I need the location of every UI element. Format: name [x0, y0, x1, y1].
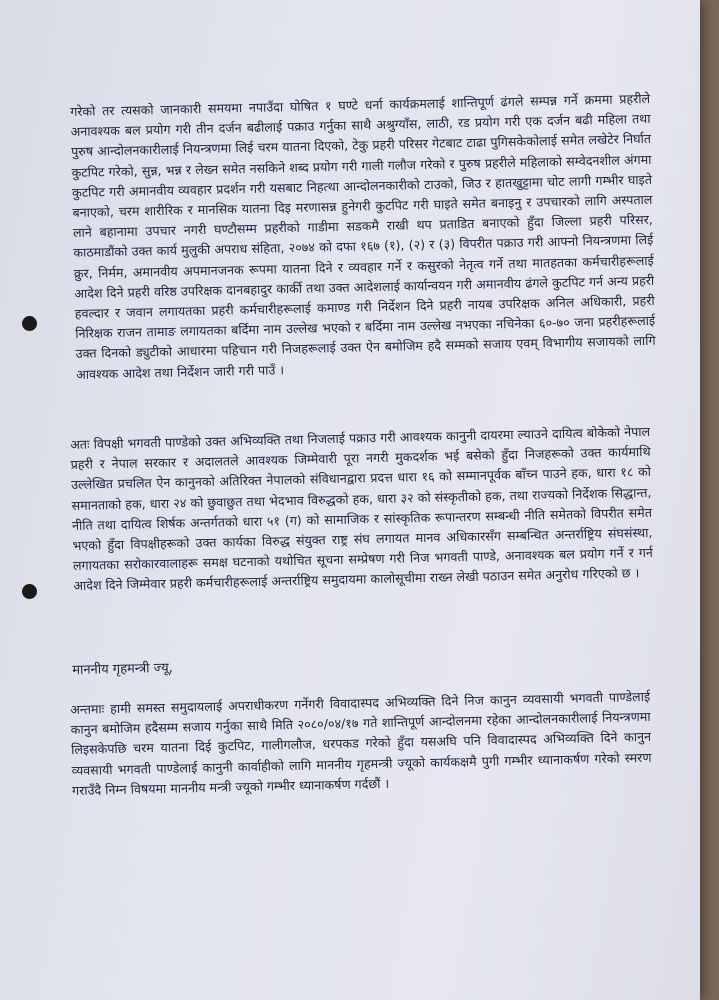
punch-hole: [22, 316, 37, 331]
salutation: माननीय गृहमन्त्री ज्यू,: [72, 660, 174, 678]
paragraph-3: अन्तमाः हामी समस्त समुदायलाई अपराधीकरण गर्नेगरी विवादास्पद अभिव्यक्ति दिने निज कानुन व्यवसायी भगवती पाण्डेलाई कानुन बमोजिम हदैसम्म सजाय गर्नुका साथै मिति २०८०/०४/१७ गते शान्तिपूर्ण आन्दोलनमा रहेका आन्दोलनकारीलाई नियन्त्रणमा लिइसकेपछि चरम यातना दिई कुटपिट, गालीगलौज, धरपकड गरेको हुँदा यसअघि पनि विवादास्पद अभिव्यक्ति दिने कानुन व्यवसायी भगवती पाण्डेलाई कानुनी कार्वाहीको लागि माननीय गृहमन्त्री ज्यूको कार्यकक्षमै पुगी गम्भीर ध्यानाकर्षण गरेको स्मरण गराउँदै निम्न विषयमा माननीय मन्त्री ज्यूको गम्भीर ध्यानाकर्षण गर्दछौं ।: [70, 688, 652, 798]
paragraph-1: गरेको तर त्यसको जानकारी समयमा नपाउँदा घोषित १ घण्टे धर्ना कार्यक्रमलाई शान्तिपूर्ण ढंगले सम्पन्न गर्ने क्रममा प्रहरीले अनावश्यक बल प्रयोग गरी तीन दर्जन बढीलाई पक्राउ गर्नुका साथै अश्रुग्याँस, लाठी, रड प्रयोग गरी एक दर्जन बढी महिला तथा पुरुष आन्दोलनकारीलाई नियन्त्रणमा लिई चरम यातना दिएको, टेकु प्रहरी परिसर गेटबाट टाढा पुगिसकेकोलाई समेत लखेटेर निर्घात कुटपिट गरेको, सुन्न, भन्न र लेख्न समेत नसकिने शब्द प्रयोग गरी गाली गलौज गरेको र पुरुष प्रहरीले महिलाको सम्वेदनशील अंगमा कुटपिट गरी अमानवीय व्यवहार प्रदर्शन गरी यसबाट निहत्था आन्दोलनकारीको टाउको, जिउ र हातखुट्टामा चोट लागी गम्भीर घाइते बनाएको, चरम शारीरिक र मानसिक यातना दिइ मरणासन्न हुनेगरी कुटपिट गरी घाइते समेत बनाइनु र उपचारको लागि अस्पताल लाने बहानामा उपचार नगरी घण्टौसम्म प्रहरीको गाडीमा सडकमै राखी थप प्रताडित बनाएको हुँदा जिल्ला प्रहरी परिसर, काठमाडौंको उक्त कार्य मुलुकी अपराध संहिता, २०७४ को दफा १६७ (१), (२) र (३) विपरीत पक्राउ गरी आफ्नो नियन्त्रणमा लिई क्रुर, निर्मम, अमानवीय अपमानजनक रूपमा यातना दिने र व्यवहार गर्ने र कसुरको नेतृत्व गर्ने तथा मातहतका कर्मचारीहरूलाई आदेश दिने प्रहरी वरिष्ठ उपरिक्षक दानबहादुर कार्की तथा उक्त आदेशलाई कार्यान्वयन गरी अमानवीय ढंगले कुटपिट गर्न अन्य प्रहरी हवल्दार र जवान लगायतका प्रहरी कर्मचारीहरूलाई कमाण्ड गरी निर्देशन दिने प्रहरी नायब उपरिक्षक अनिल अधिकारी, प्रहरी निरिक्षक राजन तामाङ लगायतका बर्दिमा नाम उल्लेख भएको र बर्दिमा नाम उल्लेख नभएका नचिनेका ६०-७० जना प्रहरीहरूलाई उक्त दिनको ड्युटीको आधारमा पहिचान गरी निजहरूलाई उक्त ऐन बमोजिम हदै सम्मको सजाय एवम् विभागीय सजायको लागि आवश्यक आदेश तथा निर्देशन जारी गरी पाउँ ।: [70, 90, 656, 382]
punch-hole: [22, 584, 37, 599]
paragraph-2: अतः विपक्षी भगवती पाण्डेको उक्त अभिव्यक्ति तथा निजलाई पक्राउ गरी आवश्यक कानुनी दायरमा ल्याउने दायित्व बोकेको नेपाल प्रहरी र नेपाल सरकार र अदालतले आवश्यक जिम्मेवारी पूरा नगरी मुकदर्शक भई बसेको हुँदा निजहरूको उक्त कार्यमाथि उल्लेखित प्रचलित ऐन कानुनको अतिरिक्त नेपालको संविधानद्वारा प्रदत्त धारा १६ को सम्मानपूर्वक बाँच्न पाउने हक, धारा १८ को समानताको हक, धारा २४ को छुवाछुत तथा भेदभाव विरुद्धको हक, धारा ३२ को संस्कृतीको हक, तथा राज्यको निर्देशक सिद्धान्त, नीति तथा दायित्व शिर्षक अन्तर्गतको धारा ५१ (ग) को सामाजिक र सांस्कृतिक रूपान्तरण सम्बन्धी नीति समेतको विपरीत समेत भएको हुँदा विपक्षीहरूको उक्त कार्यका विरुद्ध संयुक्त राष्ट्र संघ लगायत मानव अधिकारसँग सम्बन्धित अन्तर्राष्ट्रिय संघसंस्था, लगायतका सरोकारवालाहरू समक्ष घटनाको यथोचित सूचना सम्प्रेषण गरी निज भगवती पाण्डे, अनावश्यक बल प्रयोग गर्ने र गर्न आदेश दिने जिम्मेवार प्रहरी कर्मचारीहरूलाई अन्तर्राष्ट्रिय समुदायमा कालोसूचीमा राख्न लेखी पठाउन समेत अनुरोध गरिएको छ ।: [70, 423, 653, 594]
